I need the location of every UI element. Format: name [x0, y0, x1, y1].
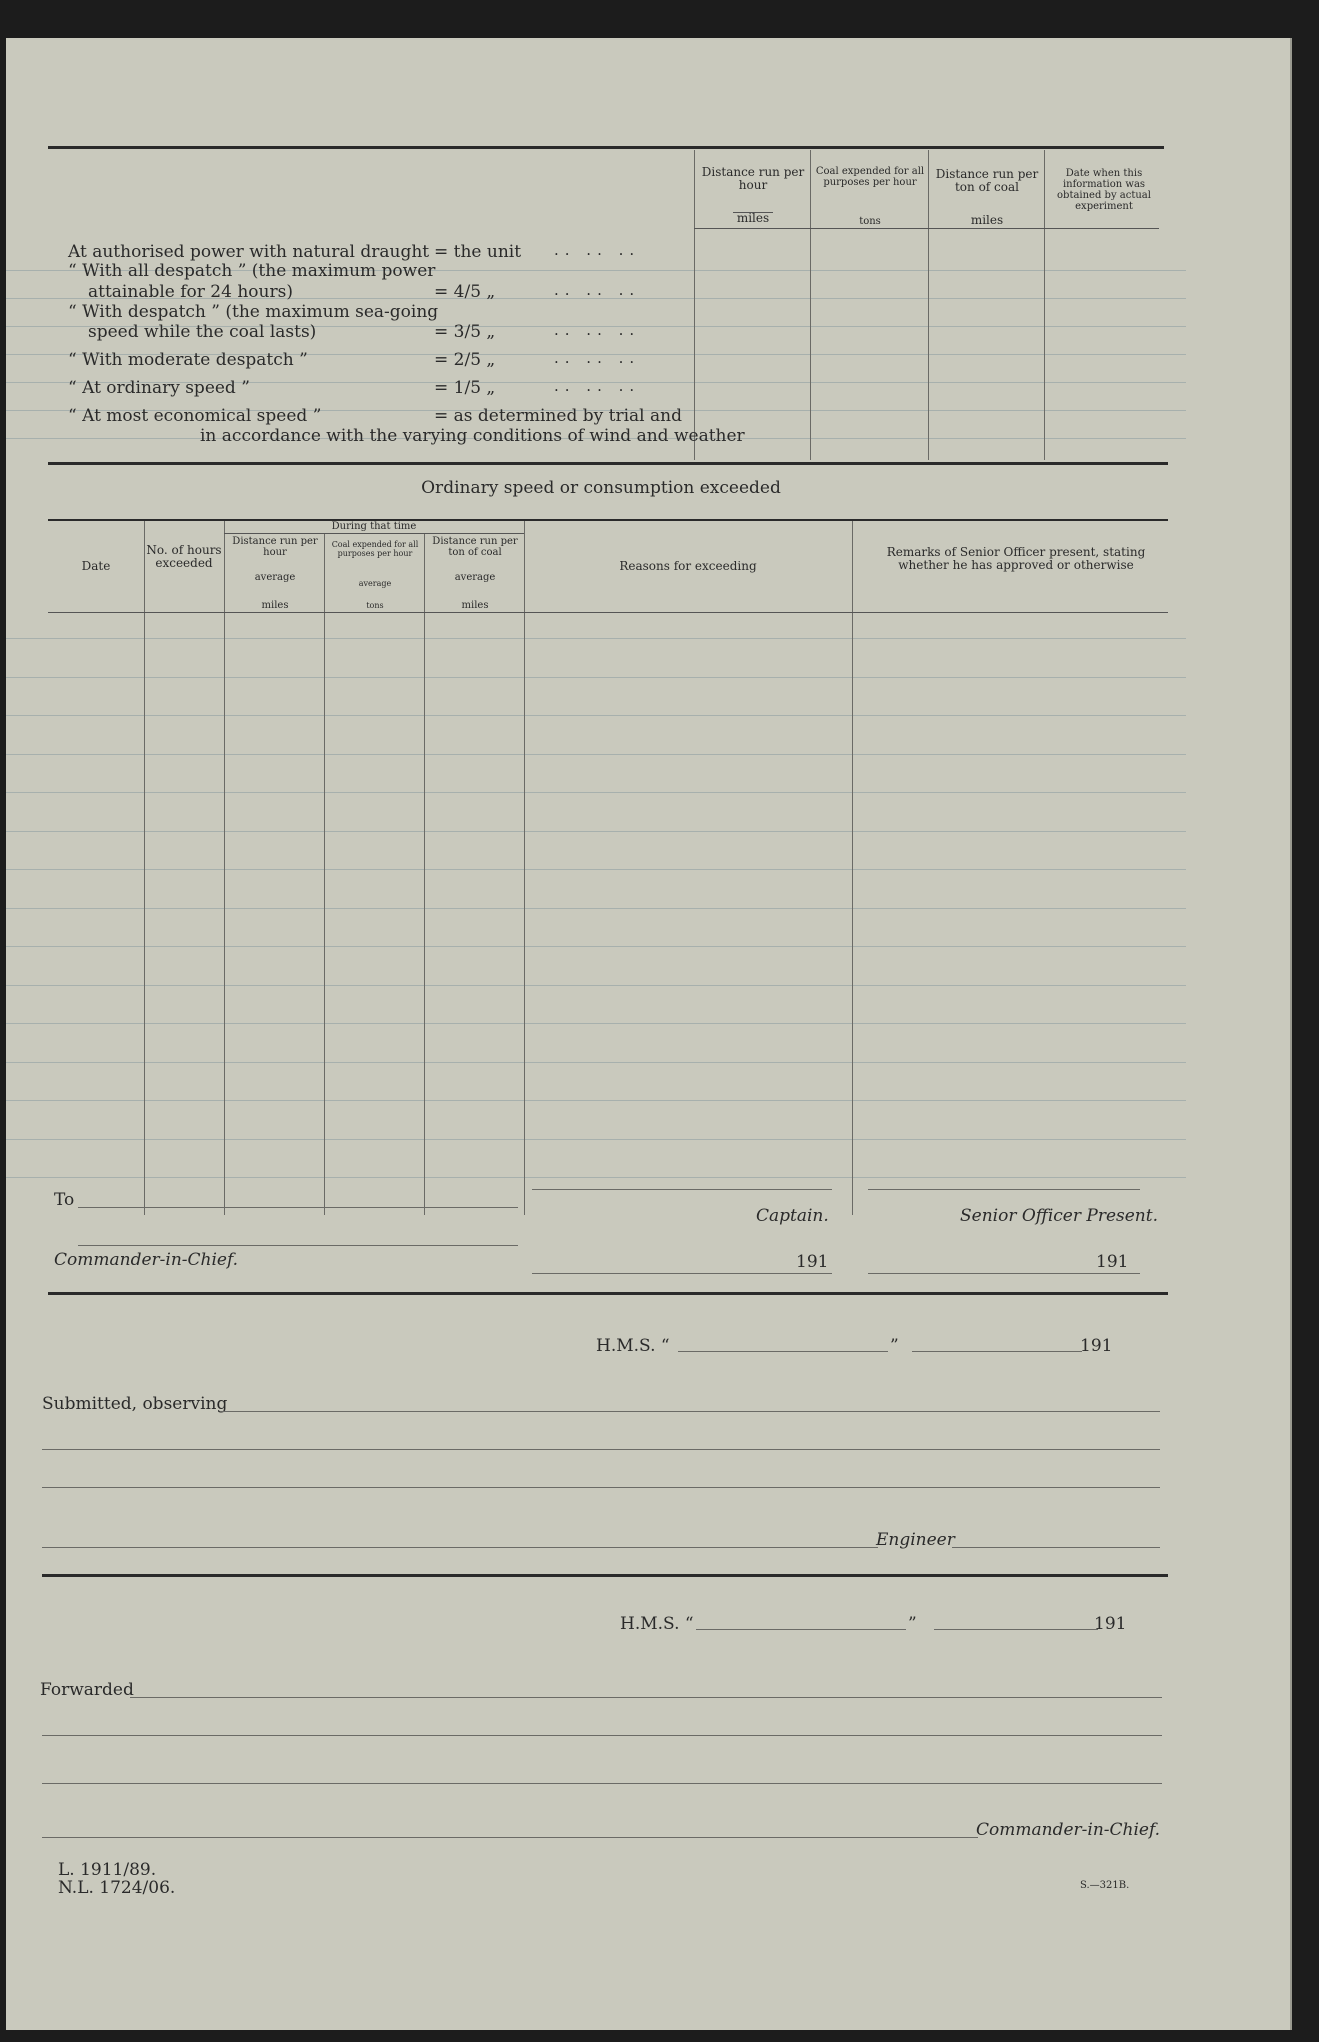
leader-dots: .. .. ..	[554, 281, 641, 299]
row-authorised-value: = the unit	[434, 242, 522, 262]
col-divider	[144, 521, 145, 1215]
group-header: During that time	[331, 521, 417, 532]
ruled-line	[6, 715, 1186, 716]
unit-tons: tons	[859, 216, 881, 227]
col-hours: No. of hours exceeded	[146, 543, 222, 570]
unit-tons-2: tons	[366, 601, 384, 610]
top-table-bottom-rule	[48, 462, 1168, 465]
col-reasons: Reasons for exceeding	[619, 559, 757, 573]
forwarded-close-quote: ”	[908, 1614, 917, 1634]
ruled-line	[6, 908, 1186, 909]
ruled-line	[6, 1062, 1186, 1063]
row-authorised: At authorised power with natural draught	[68, 242, 430, 262]
forwarded-year: 191	[1094, 1614, 1127, 1634]
leader-dots: .. .. ..	[554, 241, 641, 259]
engineer-tail	[952, 1546, 1160, 1548]
col-header-distance: Distance run per hour	[701, 165, 805, 192]
col-divider	[224, 521, 225, 1215]
captain-date[interactable]	[532, 1272, 832, 1274]
leader-dots: .. .. ..	[554, 349, 641, 367]
forwarded-ship-name[interactable]	[696, 1628, 906, 1630]
col-divider	[852, 521, 853, 1215]
forwarded-commander: Commander-in-Chief.	[976, 1820, 1161, 1840]
row-economical: “ At most economical speed ”	[68, 406, 322, 426]
submitted-close-quote: ”	[890, 1336, 899, 1356]
ruled-line	[6, 831, 1186, 832]
submitted-year: 191	[1080, 1336, 1113, 1356]
submitted-ship-name[interactable]	[678, 1350, 888, 1352]
row-despatch-value: = 3/5 „	[434, 322, 496, 342]
ruled-line	[6, 1023, 1186, 1024]
footer-ref-2: N.L. 1724/06.	[58, 1878, 176, 1898]
forwarded-hms: H.M.S. “	[620, 1614, 694, 1634]
senior-officer-label: Senior Officer Present.	[960, 1206, 1158, 1226]
engineer-label: Engineer	[876, 1530, 955, 1550]
col-divider	[524, 521, 525, 1215]
row-despatch: “ With despatch ” (the maximum sea-going	[68, 302, 439, 322]
unit-miles: miles	[736, 211, 770, 225]
engineer-signature[interactable]	[42, 1546, 878, 1548]
cinc-signature[interactable]	[42, 1836, 978, 1838]
ruled-line	[6, 1100, 1186, 1101]
col-remarks: Remarks of Senior Officer present, stating whether he has approved or otherwise	[886, 545, 1146, 572]
senior-officer-year: 191	[1096, 1252, 1129, 1272]
form-page	[6, 38, 1292, 2030]
forwarded-label: Forwarded	[40, 1680, 134, 1700]
row-all-despatch: “ With all despatch ” (the maximum power	[68, 261, 436, 281]
ruled-line	[6, 1177, 1186, 1178]
to-field[interactable]	[78, 1206, 518, 1208]
avg-3: average	[454, 572, 496, 583]
col-header-distance-ton: Distance run per ton of coal	[935, 167, 1039, 194]
ruled-line	[6, 985, 1186, 986]
submitted-label: Submitted, observing	[42, 1394, 228, 1414]
col-divider	[324, 533, 325, 1215]
to-label: To	[54, 1190, 75, 1210]
captain-year: 191	[796, 1252, 829, 1272]
to-field-2[interactable]	[78, 1244, 518, 1246]
forwarded-field[interactable]	[130, 1696, 1162, 1698]
submitted-date[interactable]	[912, 1350, 1082, 1352]
submitted-field-2[interactable]	[42, 1448, 1160, 1450]
unit-miles-3: miles	[261, 600, 289, 611]
submitted-field-3[interactable]	[42, 1486, 1160, 1488]
submitted-field[interactable]	[220, 1410, 1160, 1412]
table-header-underline	[48, 612, 1168, 613]
submitted-bottom-rule	[42, 1574, 1168, 1577]
row-despatch-2: speed while the coal lasts)	[88, 322, 317, 342]
signoff-bottom-rule	[48, 1292, 1168, 1295]
unit-miles-2: miles	[970, 213, 1004, 227]
header-underline	[694, 228, 1159, 229]
unit-miles-4: miles	[461, 600, 489, 611]
row-economical-2: in accordance with the varying conditions of wind and weather	[200, 426, 745, 446]
forwarded-field-2[interactable]	[42, 1734, 1162, 1736]
top-rule	[48, 146, 1164, 149]
leader-dots: .. .. ..	[554, 377, 641, 395]
ruled-line	[6, 946, 1186, 947]
ruled-line	[6, 869, 1186, 870]
forwarded-field-3[interactable]	[42, 1782, 1162, 1784]
table-top-rule	[48, 519, 1168, 521]
leader-dots: .. .. ..	[554, 321, 641, 339]
ruled-line	[6, 754, 1186, 755]
ruled-line	[6, 638, 1186, 639]
row-moderate-value: = 2/5 „	[434, 350, 496, 370]
forwarded-date[interactable]	[934, 1628, 1098, 1630]
group-underline	[224, 533, 524, 534]
row-all-despatch-value: = 4/5 „	[434, 282, 496, 302]
col-divider	[928, 150, 929, 460]
row-economical-value: = as determined by trial and	[434, 406, 682, 426]
row-ordinary-value: = 1/5 „	[434, 378, 496, 398]
col-divider	[694, 150, 695, 460]
col-divider	[424, 533, 425, 1215]
avg-2: average	[358, 579, 392, 588]
ruled-line	[6, 677, 1186, 678]
col-header-date-experiment: Date when this information was obtained by actual experiment	[1057, 168, 1151, 212]
ruled-line	[6, 792, 1186, 793]
captain-label: Captain.	[756, 1206, 829, 1226]
ruled-line	[6, 1139, 1186, 1140]
senior-officer-date[interactable]	[868, 1272, 1140, 1274]
captain-signature[interactable]	[532, 1188, 832, 1190]
section-title: Ordinary speed or consumption exceeded	[421, 478, 781, 498]
col-dist-ton: Distance run per ton of coal	[432, 536, 518, 558]
col-divider	[1044, 150, 1045, 460]
col-coal: Coal expended for all purposes per hour	[331, 540, 419, 558]
senior-officer-signature[interactable]	[868, 1188, 1140, 1190]
col-header-coal: Coal expended for all purposes per hour	[815, 166, 925, 188]
commander-label: Commander-in-Chief.	[54, 1250, 239, 1270]
col-date: Date	[81, 559, 111, 573]
row-all-despatch-2: attainable for 24 hours)	[88, 282, 293, 302]
row-moderate: “ With moderate despatch ”	[68, 350, 308, 370]
footer-ref-1: L. 1911/89.	[58, 1860, 157, 1880]
col-divider	[810, 150, 811, 460]
col-dist: Distance run per hour	[232, 536, 318, 558]
avg-1: average	[254, 572, 296, 583]
row-ordinary: “ At ordinary speed ”	[68, 378, 250, 398]
form-number: S.—321B.	[1080, 1880, 1130, 1891]
submitted-hms: H.M.S. “	[596, 1336, 670, 1356]
